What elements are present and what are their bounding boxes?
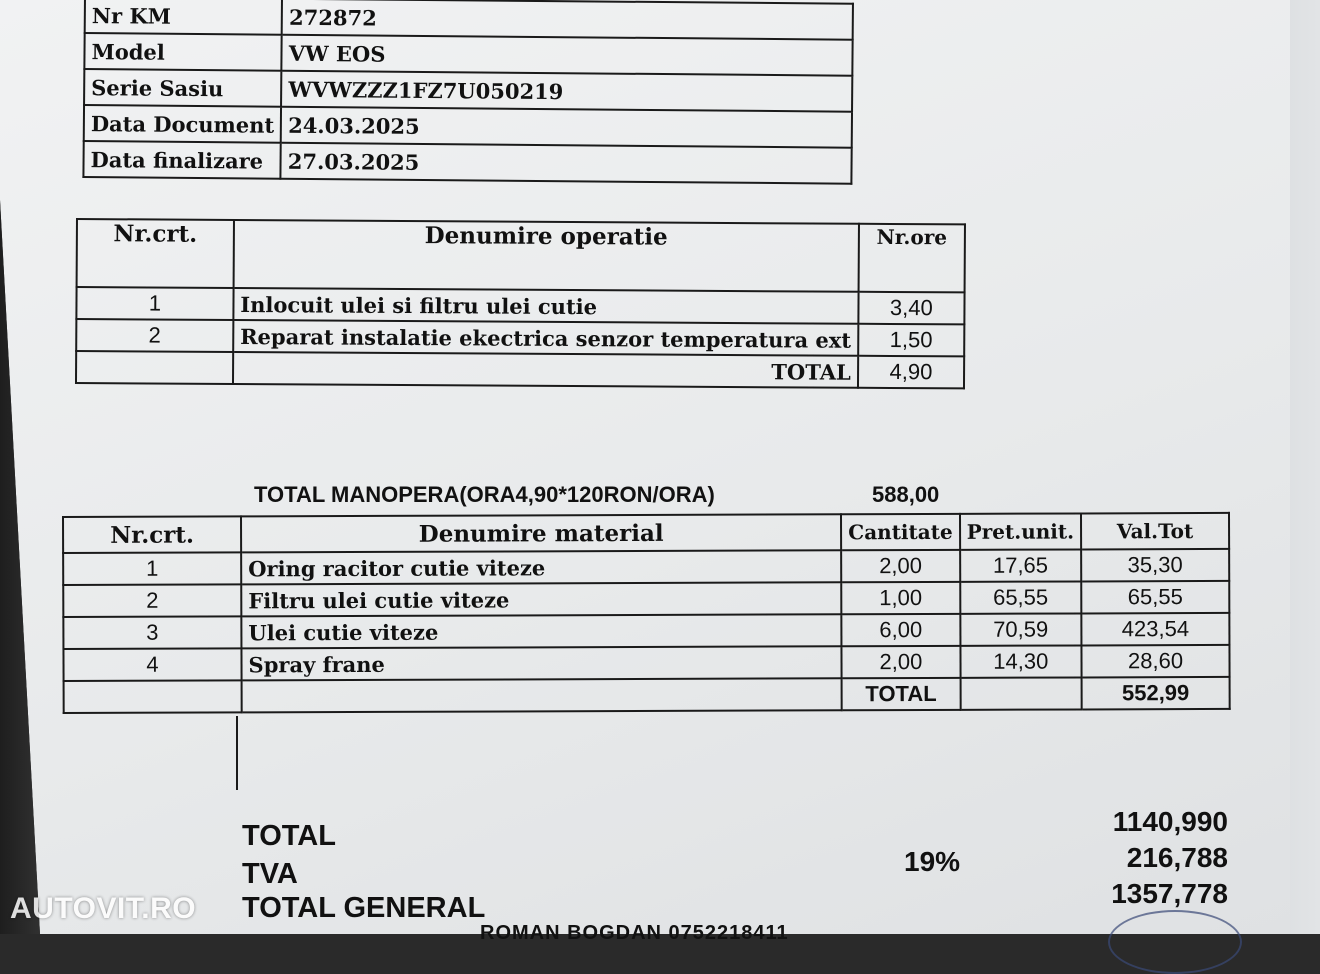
ops-total-label: TOTAL — [233, 352, 858, 388]
table-row — [63, 613, 1229, 649]
mat-header-nr: Nr.crt. — [63, 516, 241, 553]
table-row — [76, 287, 964, 324]
summary-grand-label: TOTAL GENERAL — [242, 892, 486, 924]
mat-total-empty-name — [242, 678, 842, 712]
table-row — [63, 581, 1229, 617]
footer-signature-text: ROMAN BOGDAN 0752218411 — [480, 922, 789, 944]
mat-total-value: 552,99 — [1082, 677, 1230, 710]
model-label: Model — [84, 33, 282, 71]
mat-row-nr: 4 — [63, 648, 241, 681]
summary-vat-value: 216,788 — [1126, 842, 1228, 873]
ops-total-empty — [76, 351, 233, 384]
materials-header-row — [63, 513, 1229, 553]
mat-total-empty — [64, 680, 242, 713]
summary-total-value: 1140,990 — [1112, 806, 1228, 837]
mat-row-total: 65,55 — [1081, 581, 1229, 614]
labor-total-label: TOTAL MANOPERA(ORA4,90*120RON/ORA) — [254, 482, 715, 507]
operations-table — [75, 218, 966, 389]
ops-header-nr: Nr.crt. — [77, 219, 234, 288]
operations-total-row — [76, 351, 964, 388]
mat-row-name: Spray frane — [241, 646, 841, 680]
end-date-value: 27.03.2025 — [281, 143, 852, 184]
vat-rate: 19% — [904, 846, 961, 877]
mat-row-nr: 3 — [63, 616, 241, 649]
mat-row-unit: 14,30 — [960, 645, 1082, 677]
ops-header-hours: Nr.ore — [858, 224, 965, 293]
stamp-seal — [1108, 910, 1242, 974]
table-divider-line — [236, 716, 238, 790]
ops-row-nr: 1 — [76, 287, 233, 320]
ops-header-name: Denumire operatie — [233, 220, 858, 292]
mat-row-qty: 6,00 — [842, 614, 961, 646]
ops-row-name: Inlocuit ulei si filtru ulei cutie — [233, 288, 858, 324]
mat-row-total: 423,54 — [1081, 613, 1229, 646]
table-row — [63, 549, 1229, 585]
mat-row-unit: 17,65 — [960, 549, 1082, 581]
mat-header-total: Val.Tot — [1081, 513, 1229, 550]
end-date-label: Data finalizare — [83, 141, 281, 179]
mat-total-label: TOTAL — [842, 678, 961, 710]
model-value: VW EOS — [282, 35, 853, 76]
materials-total-row — [64, 677, 1230, 713]
vin-value: WVWZZZ1FZ7U050219 — [281, 71, 852, 112]
ops-row-nr: 2 — [76, 319, 233, 352]
ops-row-name: Reparat instalatie ekectrica senzor temperatura ext — [233, 320, 858, 356]
mat-total-empty-unit — [960, 677, 1082, 709]
mat-row-qty: 1,00 — [841, 582, 960, 614]
ops-total-value: 4,90 — [858, 356, 964, 389]
mat-row-name: Oring racitor cutie viteze — [241, 550, 841, 584]
mat-row-nr: 1 — [63, 552, 241, 585]
end-date-row — [83, 141, 851, 184]
km-label: Nr KM — [85, 0, 283, 35]
mat-row-name: Ulei cutie viteze — [241, 614, 841, 648]
table-row — [76, 319, 964, 356]
doc-date-value: 24.03.2025 — [281, 107, 852, 148]
summary-total-label: TOTAL — [242, 820, 336, 852]
mat-header-unit: Pret.unit. — [960, 513, 1082, 549]
mat-row-nr: 2 — [63, 584, 241, 617]
operations-header-row — [77, 219, 965, 292]
ops-row-hours: 1,50 — [858, 324, 964, 357]
mat-row-qty: 2,00 — [842, 646, 961, 678]
mat-header-qty: Cantitate — [841, 514, 960, 550]
summary-vat-label: TVA — [242, 858, 298, 890]
mat-row-name: Filtru ulei cutie viteze — [241, 582, 841, 616]
table-row — [63, 645, 1229, 681]
mat-row-total: 35,30 — [1081, 549, 1229, 582]
mat-row-qty: 2,00 — [841, 550, 960, 582]
ops-row-hours: 3,40 — [858, 292, 964, 325]
km-value: 272872 — [282, 0, 853, 40]
mat-row-unit: 70,59 — [960, 613, 1082, 645]
mat-header-name: Denumire material — [241, 514, 841, 552]
watermark-logo: AUTOVIT.RO — [10, 892, 197, 925]
mat-row-unit: 65,55 — [960, 581, 1082, 613]
doc-date-label: Data Document — [84, 105, 282, 143]
vin-label: Serie Sasiu — [84, 69, 282, 107]
vehicle-info-table — [82, 0, 854, 185]
labor-total-value: 588,00 — [872, 482, 940, 507]
summary-grand-value: 1357,778 — [1111, 878, 1228, 909]
mat-row-total: 28,60 — [1081, 645, 1229, 678]
materials-table — [62, 512, 1231, 714]
